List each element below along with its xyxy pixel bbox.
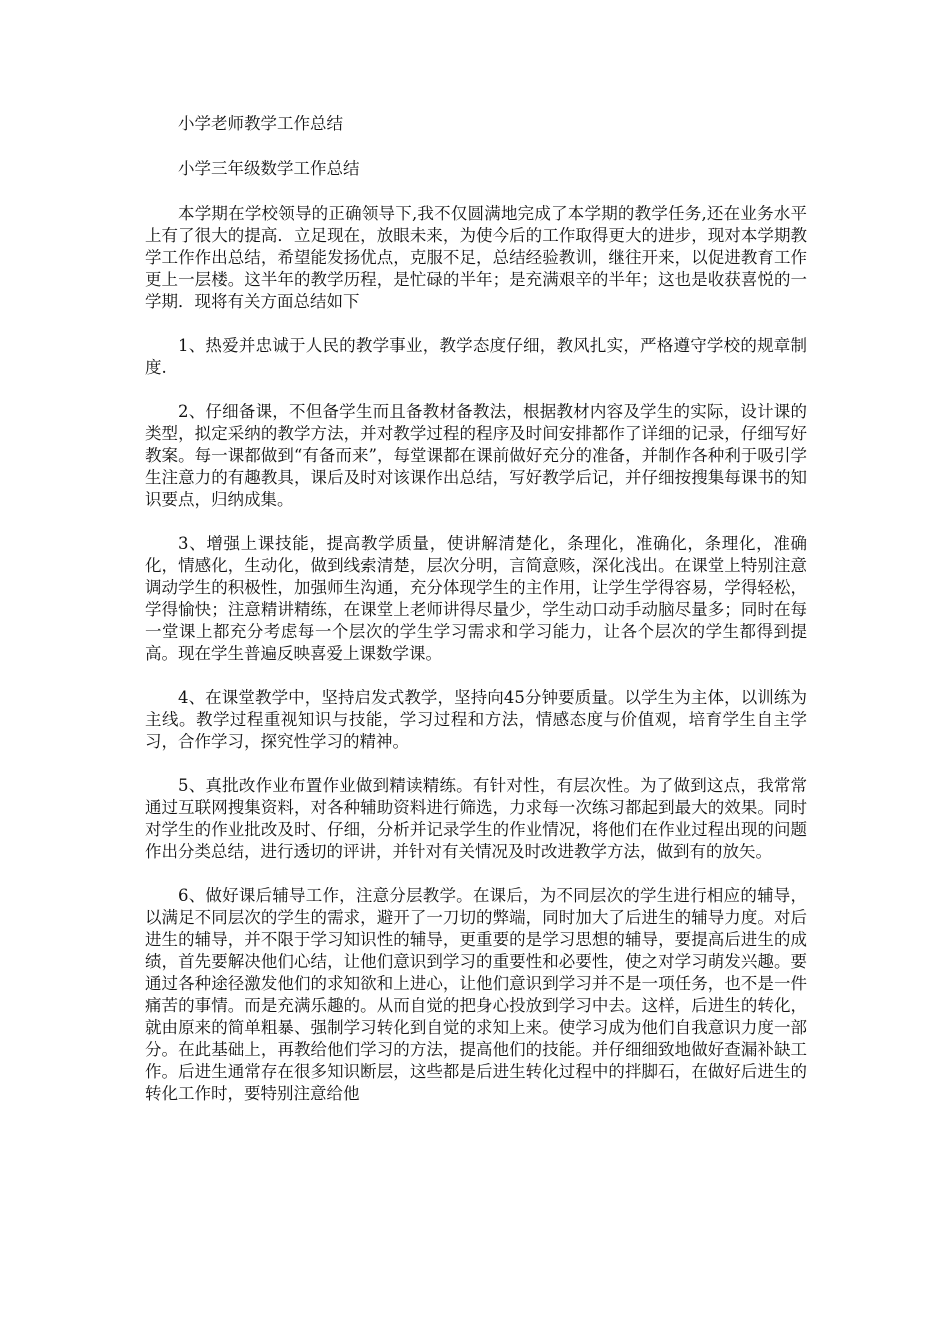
paragraph-1: 1、热爱并忠诚于人民的教学事业，教学态度仔细，教风扎实，严格遵守学校的规章制度. [145,336,807,377]
document-subtitle: 小学三年级数学工作总结 [178,159,360,178]
paragraph-4: 4、在课堂教学中，坚持启发式教学，坚持向45分钟要质量。以学生为主体，以训练为主线。教学过程重视知识与技能，学习过程和方法，情感态度与价值观，培育学生自主学习，合作学习，探究性学习的精神。 [145,688,807,751]
paragraph-6: 6、做好课后辅导工作，注意分层教学。在课后，为不同层次的学生进行相应的辅导，以满足不同层次的学生的需求，避开了一刀切的弊端，同时加大了后进生的辅导力度。对后进生的辅导，并不限于学习知识性的辅导，更重要的是学习思想的辅导，要提高后进生的成绩，首先要解决他们心结，让他们意识到学习的重要性和必要性，使之对学习萌发兴趣。要通过各种途径激发他们的求知欲和上进心，让他们意识到学习并不是一项任务，也不是一件痛苦的事情。而是充满乐趣的。从而自觉的把身心投放到学习中去。这样，后进生的转化，就由原来的简单粗暴、强制学习转化到自觉的求知上来。使学习成为他们自我意识力度一部分。在此基础上，再教给他们学习的方法，提高他们的技能。并仔细细致地做好查漏补缺工作。后进生通常存在很多知识断层，这些都是后进生转化过程中的拌脚石，在做好后进生的转化工作时，要特别注意给他 [145,886,807,1103]
paragraph-intro: 本学期在学校领导的正确领导下,我不仅圆满地完成了本学期的教学任务,还在业务水平上有了很大的提高．立足现在，放眼未来，为使今后的工作取得更大的进步，现对本学期教学工作作出总结，希望能发扬优点，克服不足，总结经验教训，继往开来，以促进教育工作更上一层楼。这半年的教学历程，是忙碌的半年；是充满艰辛的半年；这也是收获喜悦的一学期．现将有关方面总结如下 [145,204,807,311]
document-body [145,113,807,1127]
document-title: 小学老师教学工作总结 [178,114,343,133]
paragraph-2: 2、仔细备课，不但备学生而且备教材备教法，根据教材内容及学生的实际，设计课的类型，拟定采纳的教学方法，并对教学过程的程序及时间安排都作了详细的记录，仔细写好教案。每一课都做到“有备而来”，每堂课都在课前做好充分的准备，并制作各种利于吸引学生注意力的有趣教具，课后及时对该课作出总结，写好教学后记，并仔细按搜集每课书的知识要点，归纳成集。 [145,402,807,509]
paragraph-5: 5、真批改作业布置作业做到精读精练。有针对性，有层次性。为了做到这点，我常常通过互联网搜集资料，对各种辅助资料进行筛选，力求每一次练习都起到最大的效果。同时对学生的作业批改及时、仔细，分析并记录学生的作业情况，将他们在作业过程出现的问题作出分类总结，进行透切的评讲，并针对有关情况及时改进教学方法，做到有的放矢。 [145,776,807,861]
paragraph-3: 3、增强上课技能，提高教学质量，使讲解清楚化，条理化，准确化，条理化，准确化，情感化，生动化，做到线索清楚，层次分明，言简意赅，深化浅出。在课堂上特别注意调动学生的积极性，加强师生沟通，充分体现学生的主作用，让学生学得容易，学得轻松，学得愉快；注意精讲精练，在课堂上老师讲得尽量少，学生动口动手动脑尽量多；同时在每一堂课上都充分考虑每一个层次的学生学习需求和学习能力，让各个层次的学生都得到提高。现在学生普遍反映喜爱上课数学课。 [145,534,807,663]
